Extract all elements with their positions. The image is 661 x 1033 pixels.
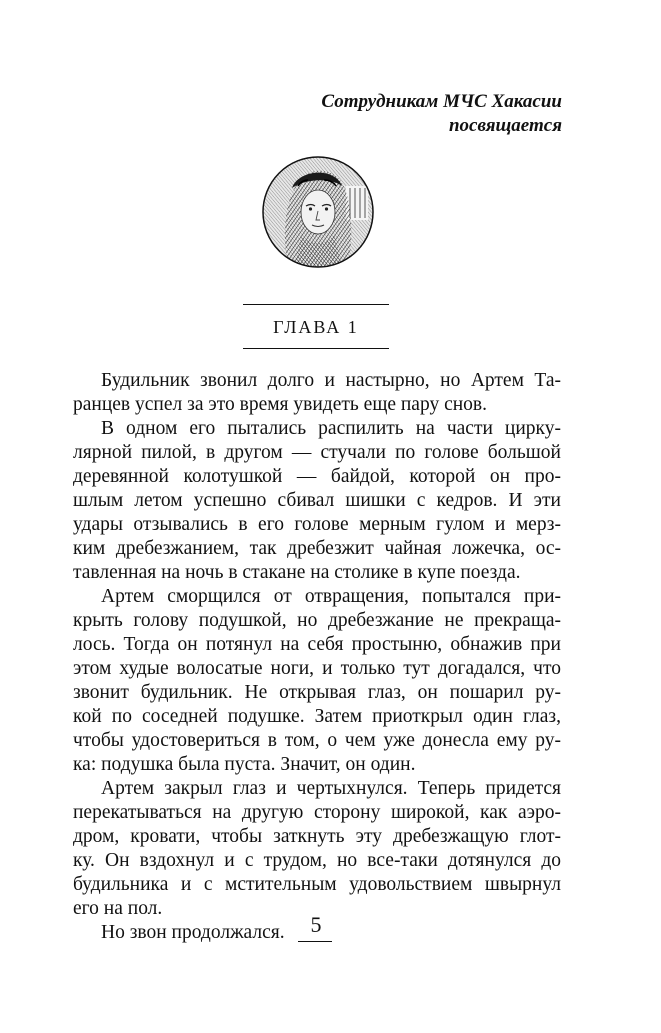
body-text [73, 369, 561, 945]
text-line: Артем сморщился от отвращения, попытался при- [101, 586, 561, 607]
text-line: шлым летом успешно сбивал шишки с кедров. И эти [73, 490, 561, 511]
paragraph [73, 585, 561, 777]
text-line: В одном его пытались распилить на части цирку- [101, 418, 561, 439]
text-line: будильника и с мстительным удовольствием швырнул [73, 874, 561, 895]
text-line: Но звон продолжался. [101, 922, 285, 943]
text-line: лось. Тогда он потянул на себя простыню, обнажив при [73, 634, 561, 655]
text-line: чтобы удостовериться в том, о чем уже донесла ему ру- [73, 730, 561, 751]
dedication-line-1: Сотрудникам МЧС Хакасии [321, 91, 562, 112]
text-line: Будильник звонил долго и настырно, но Артем Та- [101, 370, 561, 391]
text-line: удары отзывались в его голове мерным гулом и мерз- [73, 514, 561, 535]
text-line: кой по соседней подушке. Затем приоткрыл один глаз, [73, 706, 561, 727]
paragraph [73, 369, 561, 417]
chapter-title: ГЛАВА 1 [273, 317, 359, 337]
text-line: Артем закрыл глаз и чертыхнулся. Теперь придется [101, 778, 561, 799]
chapter-bottom-rule [243, 348, 389, 349]
text-line: дром, кровати, чтобы заткнуть эту дребезжащую глот- [73, 826, 561, 847]
text-line: ку. Он вздохнул и с трудом, но все-таки дотянулся до [73, 850, 561, 871]
page-number: 5 [310, 912, 322, 937]
dedication-line-2: посвящается [448, 115, 562, 136]
paragraph [73, 777, 561, 921]
text-line: тавленная на ночь в стакане на столике в купе поезда. [73, 562, 521, 583]
text-line: крыть голову подушкой, но дребезжание не прекраща- [73, 610, 561, 631]
text-line: этом худые волосатые ноги, и только тут догадался, что [73, 658, 561, 679]
page-number-underline [298, 941, 332, 942]
paragraph [73, 417, 561, 585]
text-line: ка: подушка была пуста. Значит, он один. [73, 754, 416, 775]
text-line: ранцев успел за это время увидеть еще пару снов. [73, 394, 487, 415]
text-line: лярной пилой, в другом — стучали по голове большой [73, 442, 561, 463]
text-line: деревянной колотушкой — байдой, которой он про- [73, 466, 561, 487]
text-line: его на пол. [73, 898, 163, 919]
chapter-heading [243, 304, 389, 349]
text-line: звонит будильник. Не открывая глаз, он пошарил ру- [73, 682, 561, 703]
medallion-portrait-image [262, 156, 374, 268]
text-line: ким дребезжанием, так дребезжит чайная ложечка, ос- [73, 538, 561, 559]
dedication [321, 90, 562, 138]
text-line: перекатываться на другую сторону широкой, как аэро- [73, 802, 561, 823]
